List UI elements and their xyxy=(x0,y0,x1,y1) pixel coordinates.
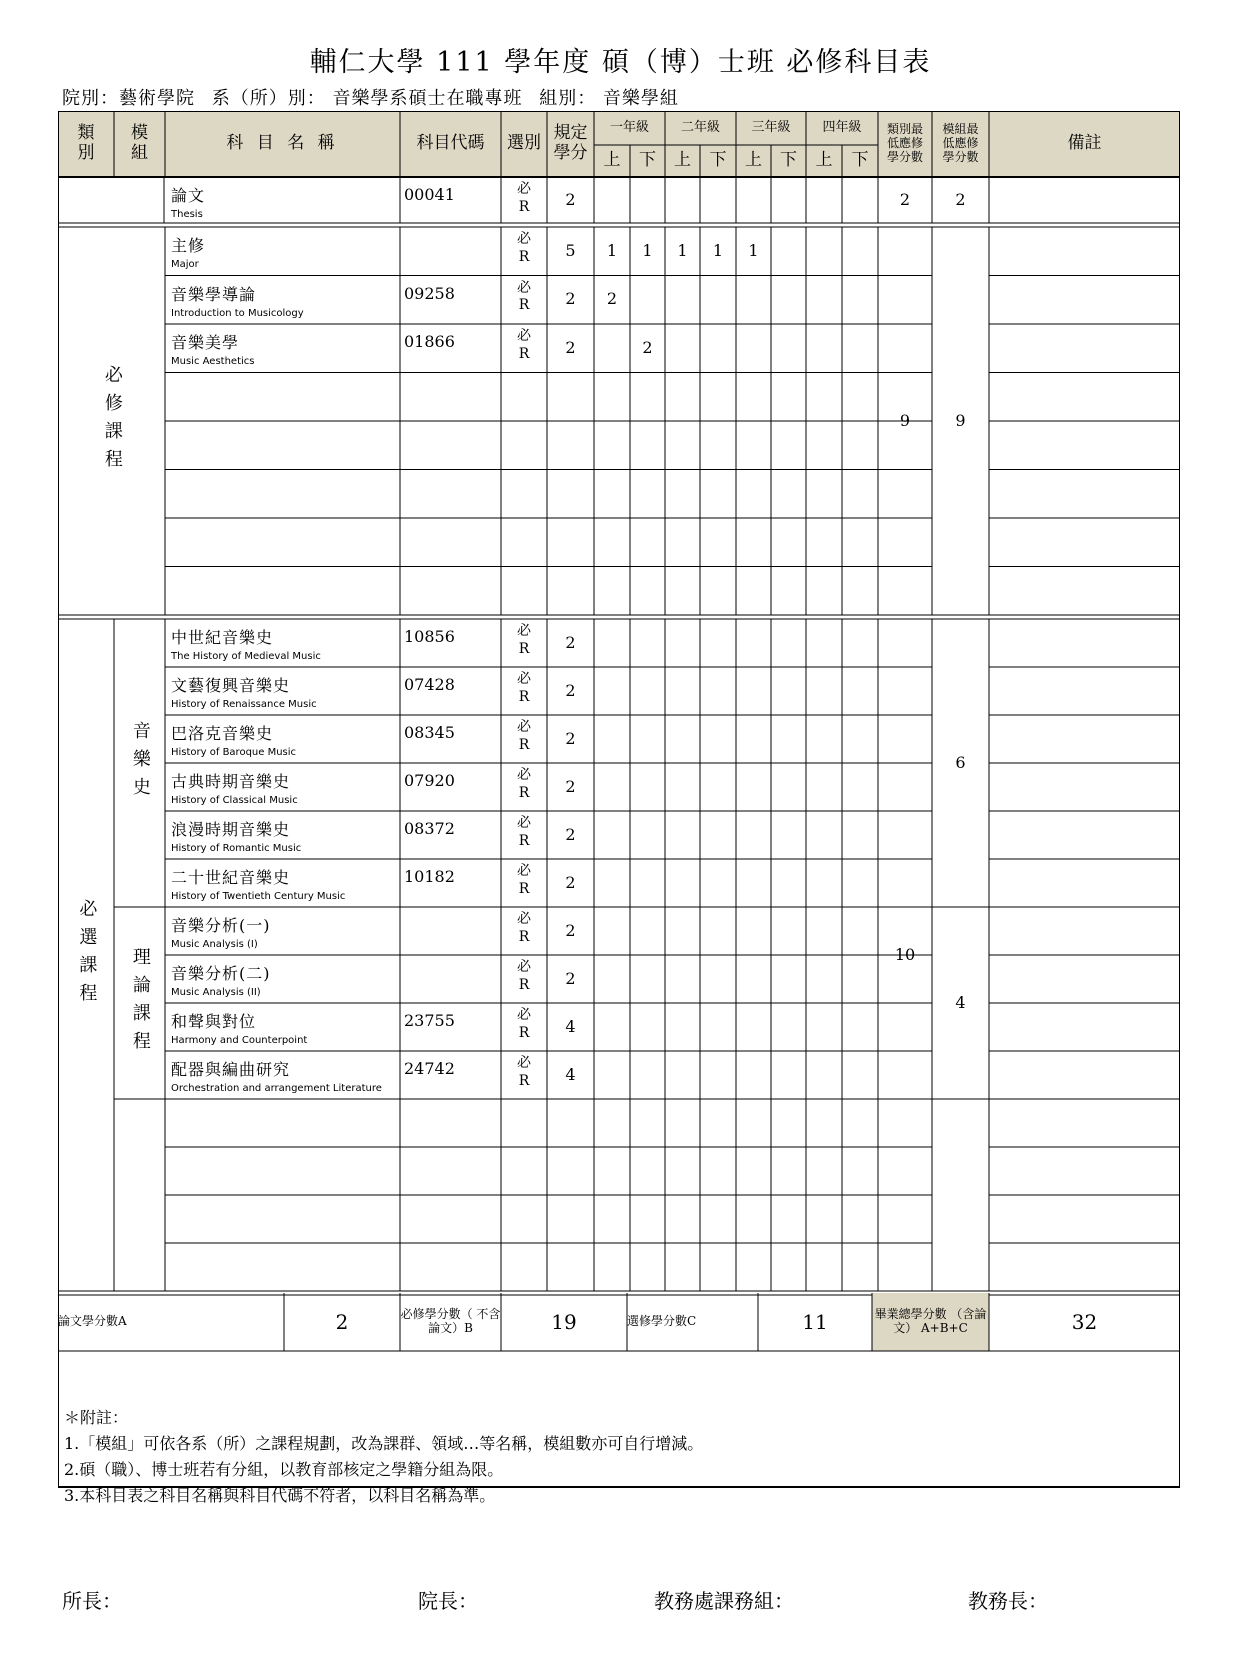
course-name-en: Orchestration and arrangement Literature xyxy=(171,1083,382,1094)
course-code: 08345 xyxy=(404,723,455,742)
select-en: R xyxy=(518,688,530,705)
header-semester-lower: 下 xyxy=(780,150,797,171)
elective.history.courses.5-name xyxy=(165,865,400,902)
select-en: R xyxy=(518,297,530,313)
theory-module-min: 4 xyxy=(955,992,966,1012)
course-credits: 2 xyxy=(565,289,576,309)
course-code: 10182 xyxy=(404,867,455,886)
course-name-en: History of Romantic Music xyxy=(171,843,302,854)
course-name-en: Major xyxy=(171,259,199,270)
select-en: R xyxy=(518,248,530,265)
signature-course-affairs: 教務處課務組： xyxy=(654,1589,794,1613)
semester-credit: 1 xyxy=(712,240,724,260)
select-zh: 必 xyxy=(517,719,531,735)
required-category-min: 9 xyxy=(899,410,911,430)
course-credits: 4 xyxy=(565,1064,576,1084)
signature-provost: 教務長： xyxy=(968,1589,1048,1613)
select-zh: 必 xyxy=(517,623,531,639)
header-semester-lower: 下 xyxy=(639,150,656,171)
header-course-name: 科 目 名 稱 xyxy=(226,133,339,154)
subtitle xyxy=(62,84,689,110)
course-credits: 2 xyxy=(565,920,576,940)
course-select-type xyxy=(501,328,547,363)
course-name-en: Harmony and Counterpoint xyxy=(171,1035,308,1046)
curriculum-table xyxy=(58,111,1180,1549)
select-zh: 必 xyxy=(517,959,531,975)
select-en: R xyxy=(518,976,530,993)
course-credits: 2 xyxy=(565,872,576,892)
select-en: R xyxy=(518,880,530,897)
course-name-en: History of Baroque Music xyxy=(171,747,297,758)
course-name-en: History of Renaissance Music xyxy=(171,699,317,710)
course-credits: 2 xyxy=(565,968,576,988)
elective-category-min: 10 xyxy=(894,944,916,964)
select-en: R xyxy=(518,198,530,215)
semester-credit: 1 xyxy=(677,240,688,260)
select-en: R xyxy=(518,736,530,753)
course-code: 09258 xyxy=(404,283,455,303)
course-select-type xyxy=(501,767,547,802)
course-name-zh: 古典時期音樂史 xyxy=(171,772,291,791)
select-en: R xyxy=(518,1072,530,1089)
course-credits: 4 xyxy=(565,1016,576,1036)
course-name-zh: 文藝復興音樂史 xyxy=(171,676,291,695)
thesis-module-min: 2 xyxy=(955,189,966,209)
course-name-en: Music Aesthetics xyxy=(171,356,255,367)
required.courses.1-name xyxy=(165,282,400,319)
course-name-zh: 音樂學導論 xyxy=(171,284,257,304)
course-select-type xyxy=(501,959,547,994)
course-select-type xyxy=(501,280,547,315)
course-select-type xyxy=(501,719,547,754)
course-name-zh: 主修 xyxy=(171,236,206,255)
course-code: 23755 xyxy=(404,1011,455,1030)
course-code: 07920 xyxy=(404,771,455,790)
course-name-en: History of Classical Music xyxy=(171,795,298,806)
select-zh: 必 xyxy=(517,911,531,927)
course-name-en: History of Twentieth Century Music xyxy=(171,891,346,902)
header-category: 類 別 xyxy=(77,123,95,163)
elective.history.courses.0-name xyxy=(165,625,400,662)
select-en: R xyxy=(518,832,530,849)
required-category-label: 必修課程 xyxy=(101,365,123,477)
header-year4: 四年級 xyxy=(822,119,862,135)
department-label: 系（所）別： 音樂學系碩士在職專班 xyxy=(211,88,523,109)
note-1: 1.「模組」可依各系（所）之課程規劃，改為課群、領域…等名稱，模組數亦可自行增減。 xyxy=(64,1434,704,1453)
select-zh: 必 xyxy=(517,671,531,687)
course-credits: 5 xyxy=(565,240,576,260)
course-name-zh: 論文 xyxy=(171,186,206,205)
signature-dean: 院長： xyxy=(418,1589,478,1613)
course-name-en: Music Analysis (I) xyxy=(171,939,258,950)
signature-director: 所長： xyxy=(62,1589,122,1613)
course-select-type xyxy=(501,671,547,706)
required.courses.0-name xyxy=(165,233,400,270)
course-select-type xyxy=(501,911,547,946)
semester-credit: 2 xyxy=(606,289,618,309)
course-name-en: Introduction to Musicology xyxy=(171,307,304,319)
course-code: 01866 xyxy=(404,332,455,351)
total-credits-value: 32 xyxy=(1071,1309,1098,1334)
elective-category-label: 必選課程 xyxy=(76,899,98,1011)
header-year1: 一年級 xyxy=(609,119,649,135)
college-label: 院別：藝術學院 xyxy=(62,88,195,109)
elective.history.courses.2-name xyxy=(165,721,400,758)
select-zh: 必 xyxy=(517,863,531,879)
header-semester-lower: 下 xyxy=(709,150,727,171)
course-select-type xyxy=(501,623,547,658)
course-name-zh: 和聲與對位 xyxy=(171,1012,257,1031)
select-zh: 必 xyxy=(517,1007,531,1023)
thesis-credits-label: 論文學分數A xyxy=(58,1314,127,1329)
course-name-en: Music Analysis (II) xyxy=(171,987,261,998)
history-module-min: 6 xyxy=(955,752,966,772)
select-zh: 必 xyxy=(517,1055,531,1071)
select-en: R xyxy=(518,1024,530,1041)
course-credits: 2 xyxy=(565,728,576,748)
header-semester-upper: 上 xyxy=(815,150,833,171)
page-title: 輔仁大學 111 學年度 碩（博）士班 必修科目表 xyxy=(309,47,932,78)
course-select-type xyxy=(501,181,547,216)
select-en: R xyxy=(518,345,530,362)
header-remarks: 備註 xyxy=(1067,133,1102,154)
course-code: 07428 xyxy=(404,675,455,694)
group-label: 組別： 音樂學組 xyxy=(539,88,679,109)
elective.theory.courses.3-name xyxy=(165,1057,400,1094)
header-credits: 規定 學分 xyxy=(553,123,588,163)
course-code: 08372 xyxy=(404,819,455,838)
elective-credits-label: 選修學分數C xyxy=(627,1314,697,1329)
select-en: R xyxy=(518,928,530,945)
header-semester-lower: 下 xyxy=(851,150,869,171)
module-theory-label: 理論課程 xyxy=(129,947,151,1059)
course-credits: 2 xyxy=(565,776,576,796)
elective.history.courses.3-name xyxy=(165,769,400,806)
course-credits: 2 xyxy=(565,337,576,357)
course-name-zh: 音樂分析(一) xyxy=(171,916,271,935)
select-zh: 必 xyxy=(517,815,531,831)
course-code: 00041 xyxy=(404,185,455,204)
select-zh: 必 xyxy=(517,767,531,783)
course-select-type xyxy=(501,863,547,898)
semester-credit: 1 xyxy=(606,240,618,260)
select-zh: 必 xyxy=(517,181,531,197)
note-2: 2.碩（職）、博士班若有分組，以教育部核定之學籍分組為限。 xyxy=(64,1460,504,1479)
header-code: 科目代碼 xyxy=(416,133,485,154)
course-select-type xyxy=(501,231,547,266)
course-credits: 2 xyxy=(565,632,576,652)
course-credits: 2 xyxy=(565,824,576,844)
select-zh: 必 xyxy=(517,279,531,296)
total-credits-label: 畢業總學分數 （含論文） A+B+C xyxy=(874,1307,987,1335)
elective.theory.courses.1-name xyxy=(165,961,400,998)
required.courses.2-name xyxy=(165,330,400,367)
course-select-type xyxy=(501,1055,547,1090)
elective.theory.courses.0-name xyxy=(165,913,400,950)
header-category-min: 類別最 低應修 學分數 xyxy=(886,122,923,164)
semester-credit: 1 xyxy=(748,240,759,260)
header-module: 模 組 xyxy=(131,123,148,163)
thesis-name xyxy=(165,183,400,220)
course-credits: 2 xyxy=(565,680,576,700)
thesis-credits-value: 2 xyxy=(335,1309,349,1334)
required-credits-value: 19 xyxy=(551,1309,577,1334)
course-select-type xyxy=(501,1007,547,1042)
course-name-zh: 中世紀音樂史 xyxy=(171,628,274,647)
course-code: 10856 xyxy=(404,627,455,646)
header-select: 選別 xyxy=(507,133,541,154)
header-semester-upper: 上 xyxy=(745,150,762,171)
course-name-zh: 音樂美學 xyxy=(171,333,240,352)
course-name-zh: 巴洛克音樂史 xyxy=(171,724,274,743)
header-year3: 三年級 xyxy=(751,119,791,135)
course-credits: 2 xyxy=(565,189,576,209)
semester-credit: 2 xyxy=(642,337,653,357)
elective.theory.courses.2-name xyxy=(165,1009,400,1046)
note-3: 3.本科目表之科目名稱與科目代碼不符者，以科目名稱為準。 xyxy=(64,1486,496,1505)
required-credits-label: 必修學分數（ 不含論文）B xyxy=(400,1307,501,1335)
header-semester-upper: 上 xyxy=(674,150,691,171)
header-year2: 二年級 xyxy=(680,119,720,135)
header-semester-upper: 上 xyxy=(603,150,621,171)
course-select-type xyxy=(501,815,547,850)
notes-section xyxy=(64,1405,703,1509)
elective.history.courses.4-name xyxy=(165,817,400,854)
select-en: R xyxy=(518,784,530,801)
course-name-en: The History of Medieval Music xyxy=(171,651,321,662)
required-module-min: 9 xyxy=(955,410,966,430)
course-code: 24742 xyxy=(404,1059,455,1078)
notes-heading: ＊附註： xyxy=(64,1408,129,1427)
header-module-min: 模組最 低應修 學分數 xyxy=(942,122,979,164)
semester-credit: 1 xyxy=(642,240,653,260)
select-zh: 必 xyxy=(517,231,531,247)
thesis-category-min: 2 xyxy=(899,189,911,209)
elective-credits-value: 11 xyxy=(802,1309,828,1334)
course-name-zh: 浪漫時期音樂史 xyxy=(171,820,291,839)
course-name-zh: 音樂分析(二) xyxy=(171,964,271,983)
elective.history.courses.1-name xyxy=(165,673,400,710)
select-zh: 必 xyxy=(517,328,531,344)
course-name-en: Thesis xyxy=(171,209,203,220)
course-name-zh: 二十世紀音樂史 xyxy=(171,868,291,887)
course-name-zh: 配器與編曲研究 xyxy=(171,1060,291,1079)
module-history-label: 音樂史 xyxy=(129,721,151,805)
select-en: R xyxy=(518,640,530,657)
